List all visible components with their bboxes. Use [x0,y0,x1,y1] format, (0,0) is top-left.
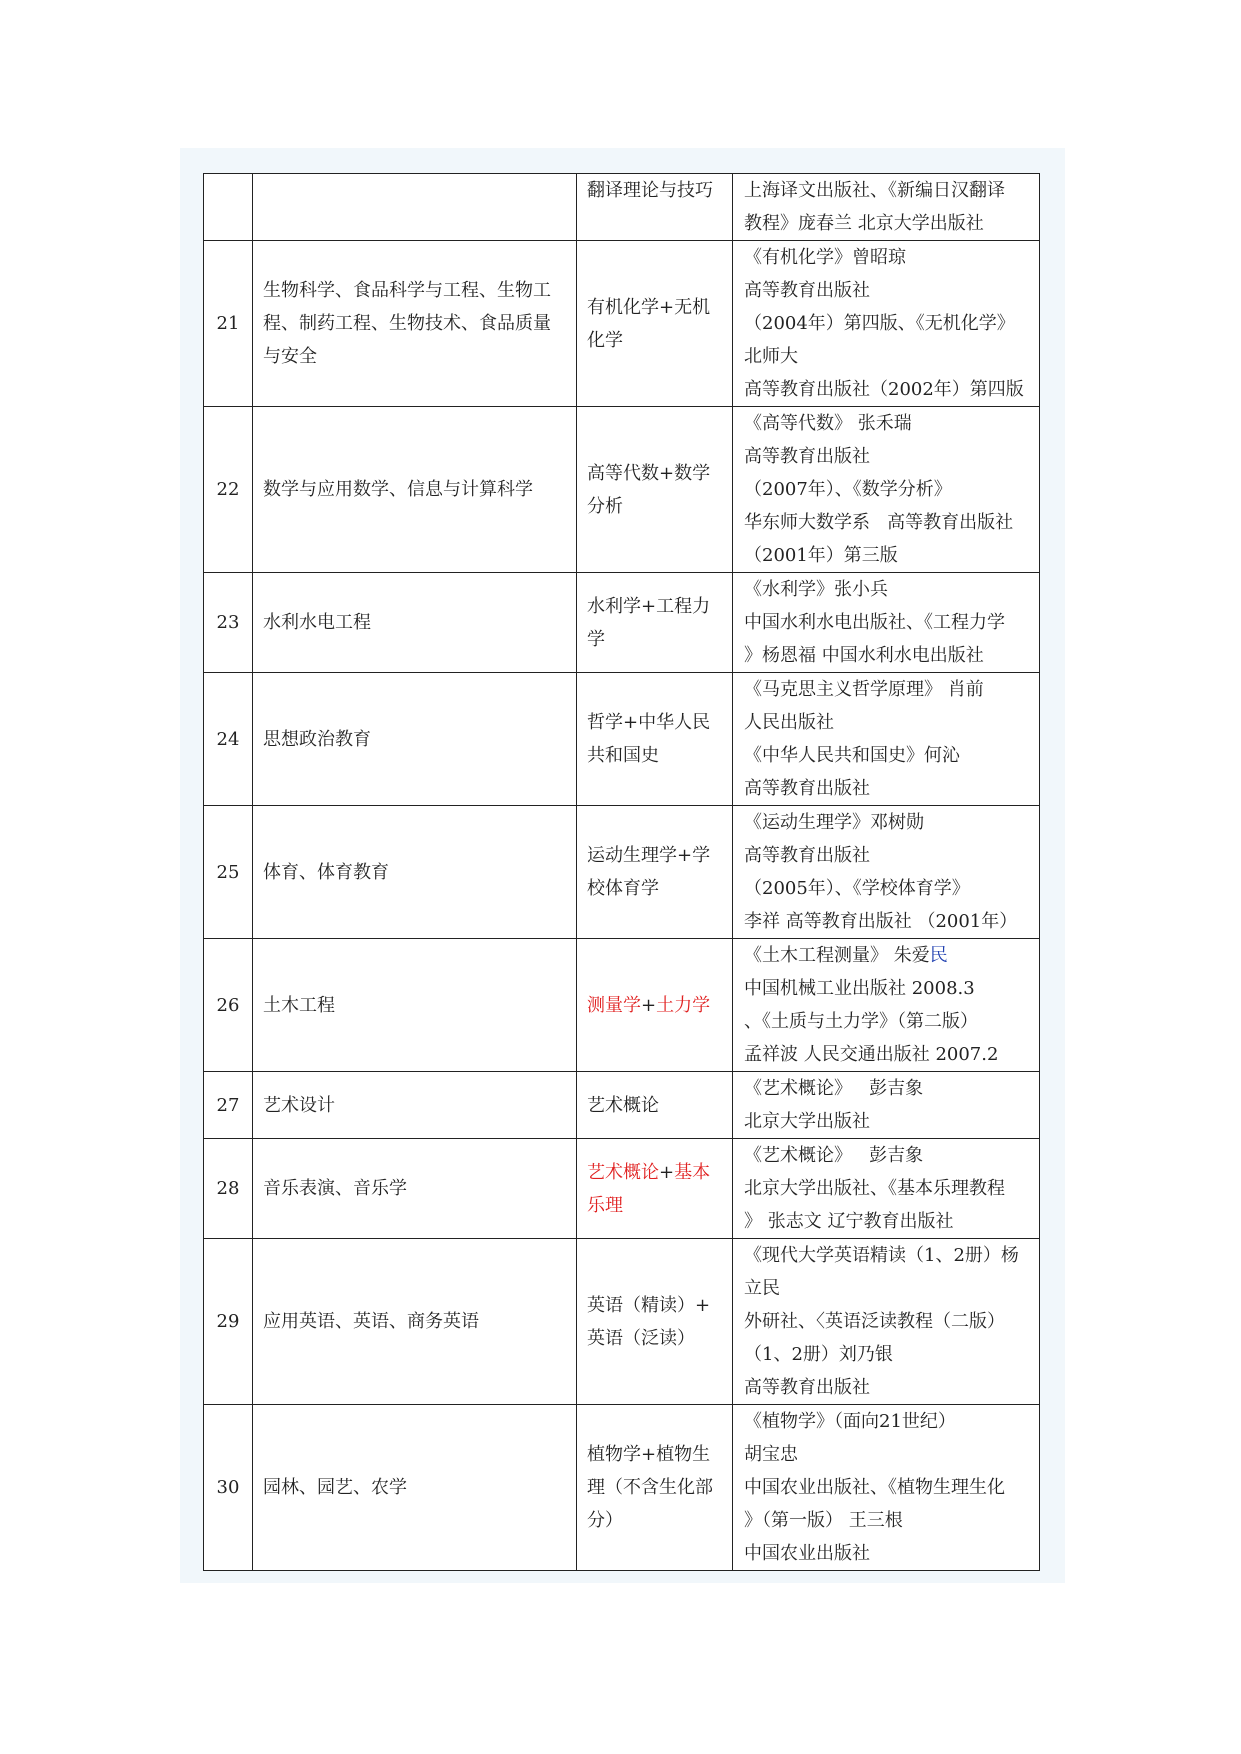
table-row [204,1072,1040,1139]
row-number: 21 [204,241,253,407]
subject-cell: 哲学+中华人民 共和国史 [577,673,733,806]
row-number: 22 [204,407,253,573]
subject-cell: 水利学+工程力 学 [577,573,733,673]
subject-highlight-part: 艺术概论 [587,1161,659,1183]
majors-cell: 水利水电工程 [253,573,577,673]
table-row [204,174,1040,241]
row-number: 28 [204,1139,253,1239]
table-row [204,407,1040,573]
highlighted-char: 民 [929,945,948,966]
row-number: 24 [204,673,253,806]
subject-cell: 英语（精读）+ 英语（泛读） [577,1239,733,1405]
references-cell: 上海译文出版社、《新编日汉翻译 教程》庞春兰 北京大学出版社 [733,174,1040,241]
subject-highlight-part: 土力学 [656,994,711,1016]
subject-cell: 翻译理论与技巧 [577,174,733,241]
subject-cell: 有机化学+无机 化学 [577,241,733,407]
references-cell: 《艺术概论》 彭吉象 北京大学出版社 [733,1072,1040,1139]
table-row [204,939,1040,1072]
majors-cell: 艺术设计 [253,1072,577,1139]
row-number: 29 [204,1239,253,1405]
majors-cell: 园林、园艺、农学 [253,1405,577,1571]
table-row [204,241,1040,407]
references-cell: 《土木工程测量》 朱爱民 中国机械工业出版社 2008.3 、《土质与土力学》（第二版） 孟祥波 人民交通出版社 2007.2 [733,939,1040,1072]
row-number: 25 [204,806,253,939]
majors-cell: 思想政治教育 [253,673,577,806]
references-cell: 《水利学》张小兵 中国水利水电出版社、《工程力学 》杨恩福 中国水利水电出版社 [733,573,1040,673]
subject-highlight-part: 乐理 [587,1194,623,1216]
table-row [204,1139,1040,1239]
row-number: 30 [204,1405,253,1571]
table-row [204,1239,1040,1405]
majors-cell [253,174,577,241]
exam-reference-table [203,173,1040,1571]
subject-highlight-part: 基本 [674,1161,711,1183]
majors-cell: 生物科学、食品科学与工程、生物工 程、制药工程、生物技术、食品质量 与安全 [253,241,577,407]
references-cell: 《现代大学英语精读（1、2册）杨 立民 外研社、〈英语泛读教程（二版） （1、2册）刘乃银 高等教育出版社 [733,1239,1040,1405]
references-cell: 《运动生理学》邓树勋 高等教育出版社 （2005年）、《学校体育学》 李祥 高等教育出版社 （2001年） [733,806,1040,939]
table-row [204,673,1040,806]
references-cell: 《高等代数》 张禾瑞 高等教育出版社 （2007年）、《数学分析》 华东师大数学系 高等教育出版社 （2001年）第三版 [733,407,1040,573]
majors-cell: 体育、体育教育 [253,806,577,939]
subject-cell: 高等代数+数学 分析 [577,407,733,573]
table-row [204,573,1040,673]
table-row [204,1405,1040,1571]
subject-cell: 艺术概论 [577,1072,733,1139]
references-cell: 《艺术概论》 彭吉象 北京大学出版社、《基本乐理教程 》 张志文 辽宁教育出版社 [733,1139,1040,1239]
row-number [204,174,253,241]
row-number: 26 [204,939,253,1072]
majors-cell: 应用英语、英语、商务英语 [253,1239,577,1405]
majors-cell: 数学与应用数学、信息与计算科学 [253,407,577,573]
subject-cell [577,1139,733,1239]
subject-cell [577,939,733,1072]
row-number: 27 [204,1072,253,1139]
table-row [204,806,1040,939]
plus-sign: + [641,994,657,1016]
subject-cell: 运动生理学+学 校体育学 [577,806,733,939]
subject-highlight-part: 测量学 [587,994,641,1016]
references-cell: 《有机化学》曾昭琼 高等教育出版社 （2004年）第四版、《无机化学》 北师大 高等教育出版社（2002年）第四版 [733,241,1040,407]
majors-cell: 音乐表演、音乐学 [253,1139,577,1239]
references-cell: 《马克思主义哲学原理》 肖前 人民出版社 《中华人民共和国史》何沁 高等教育出版社 [733,673,1040,806]
references-cell: 《植物学》（面向21世纪） 胡宝忠 中国农业出版社、《植物生理生化 》（第一版） 王三根 中国农业出版社 [733,1405,1040,1571]
majors-cell: 土木工程 [253,939,577,1072]
plus-sign: + [659,1161,675,1183]
subject-cell: 植物学+植物生 理（不含生化部 分） [577,1405,733,1571]
row-number: 23 [204,573,253,673]
